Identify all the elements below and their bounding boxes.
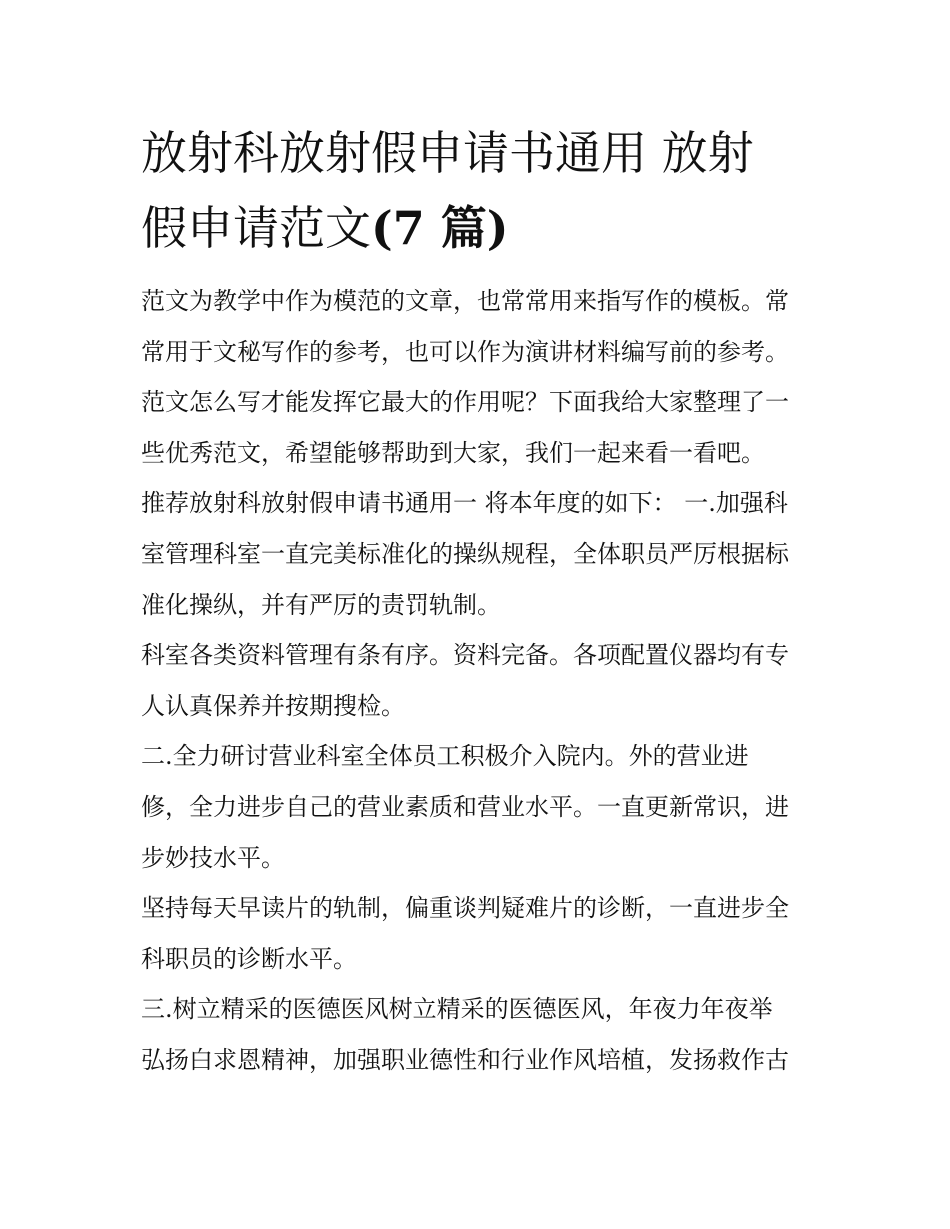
body-line: 人认真保养并按期搜检。 xyxy=(141,691,405,720)
body-line: 准化操纵，并有严厉的责罚轨制。 xyxy=(141,590,501,619)
title-line-2-text: 假申请范文 xyxy=(141,201,371,255)
body-line: 范文为教学中作为模范的文章，也常常用来指写作的模板。常 xyxy=(141,287,789,315)
body-line: 修，全力进步自己的营业素质和营业水平。一直更新常识，进 xyxy=(141,792,789,821)
body-line: 些优秀范文，希望能够帮助到大家，我们一起来看一看吧。 xyxy=(141,438,765,467)
document-body xyxy=(141,276,821,1086)
body-line: 推荐放射科放射假申请书通用一 将本年度的如下： 一.加强科 xyxy=(141,489,788,518)
body-line: 范文怎么写才能发挥它最大的作用呢？下面我给大家整理了一 xyxy=(141,388,789,417)
body-line: 科室各类资料管理有条有序。资料完备。各项配置仪器均有专 xyxy=(141,641,789,670)
title-count: (7 篇) xyxy=(371,201,509,255)
body-line: 二.全力研讨营业科室全体员工积极介入院内。外的营业进 xyxy=(141,742,749,771)
body-line: 常用于文秘写作的参考，也可以作为演讲材料编写前的参考。 xyxy=(141,337,789,366)
body-line: 科职员的诊断水平。 xyxy=(141,944,357,973)
body-line: 三.树立精采的医德医风树立精采的医德医风，年夜力年夜举 xyxy=(141,995,773,1024)
body-line: 弘扬白求恩精神，加强职业德性和行业作风培植，发扬救作古 xyxy=(141,1045,789,1074)
document-title xyxy=(141,116,821,266)
body-line: 坚持每天早读片的轨制，偏重谈判疑难片的诊断，一直进步全 xyxy=(141,894,789,923)
title-line-2 xyxy=(141,191,821,266)
title-line-1: 放射科放射假申请书通用 放射 xyxy=(141,126,754,180)
body-line: 步妙技水平。 xyxy=(141,843,285,872)
body-line: 室管理科室一直完美标准化的操纵规程，全体职员严厉根据标 xyxy=(141,539,789,568)
